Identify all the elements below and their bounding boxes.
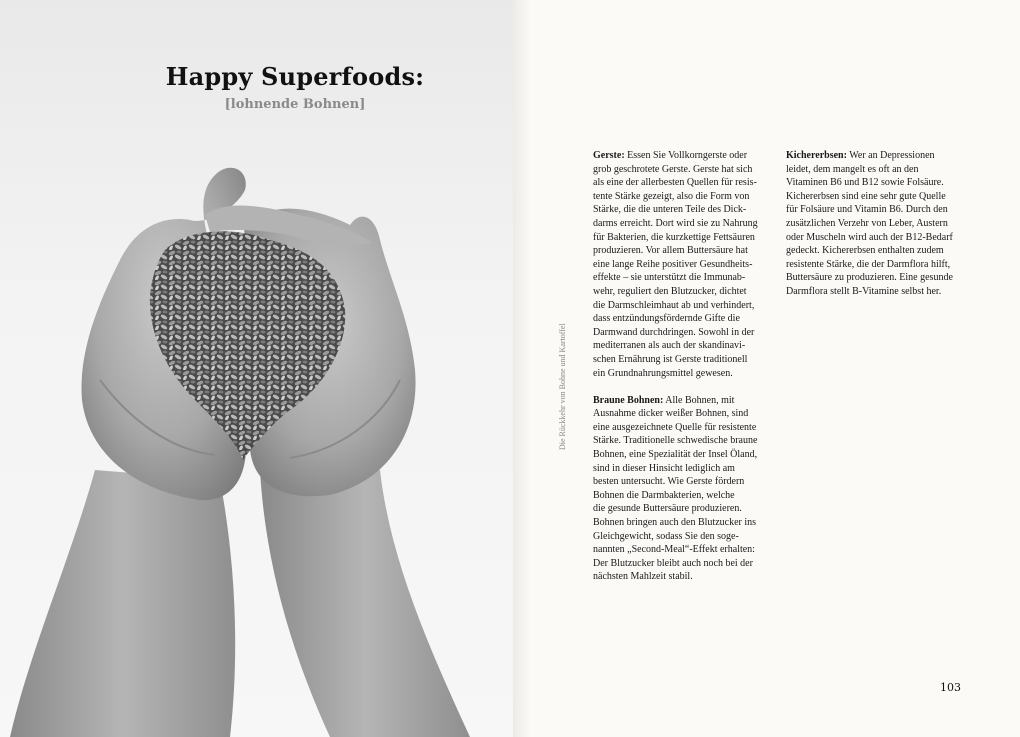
text-line: sind in dieser Hinsicht lediglich am (593, 462, 735, 474)
text-line: als eine der allerbesten Quellen für resis- (593, 177, 757, 189)
text-line: Bohnen die Darmbakterien, welche (593, 489, 735, 501)
text-line: produzieren. Vor allem Buttersäure hat (593, 245, 748, 257)
paragraph-kichererbsen (786, 149, 964, 299)
text-line: resistente Stärke, die der Darmflora hilft, (786, 258, 951, 270)
text-line (593, 149, 771, 163)
text-line (786, 149, 964, 163)
text-line: leidet, dem mangelt es oft an den (786, 163, 919, 175)
text-line: Buttersäure zu produzieren. Eine gesunde (786, 272, 953, 284)
text-line: Stärke, die die unteren Teile des Dick- (593, 204, 747, 216)
text-line: zusätzlichen Verzehr von Leber, Austern (786, 217, 948, 229)
text-line: eine lange Reihe positiver Gesundheits- (593, 258, 753, 270)
text-line: nannten „Second-Meal“-Effekt erhalten: (593, 544, 755, 556)
text-line: nächsten Mahlzeit stabil. (593, 571, 693, 583)
text-line: Wer an Depressionen (849, 150, 935, 161)
text-line: Der Blutzucker bleibt auch noch bei der (593, 557, 753, 569)
text-line: die gesunde Buttersäure produzieren. (593, 503, 742, 515)
paragraph-braune-bohnen (593, 394, 771, 584)
paragraph-heading: Braune Bohnen: (593, 394, 664, 406)
text-line: Darmflora stellt B-Vitamine selbst her. (786, 285, 942, 297)
text-line (593, 394, 771, 408)
photo-caption: Die Rückkehr von Bohne und Kartoffel (558, 323, 567, 450)
text-line: für Bakterien, die kurzkettige Fettsäuren (593, 231, 755, 243)
text-line: Darmwand durchdringen. Sowohl in der (593, 326, 755, 338)
text-column-left (593, 149, 771, 598)
text-line: grob geschrotete Gerste. Gerste hat sich (593, 163, 753, 175)
text-line: für Folsäure und Vitamin B6. Durch den (786, 204, 948, 216)
text-line: Vitaminen B6 und B12 sowie Folsäure. (786, 177, 944, 189)
text-line: gedeckt. Kichererbsen enthalten zudem (786, 245, 944, 257)
page-title: Happy Superfoods: (165, 62, 425, 91)
text-line: eine ausgezeichnete Quelle für resistente (593, 421, 757, 433)
text-line: tente Stärke gezeigt, also die Form von (593, 190, 750, 202)
paragraph-gerste (593, 149, 771, 380)
text-line: mediterranen als auch der skandinavi- (593, 340, 746, 352)
text-column-right (786, 149, 964, 312)
text-line: Gleichgewicht, sodass Sie den soge- (593, 530, 739, 542)
text-line: Stärke. Traditionelle schwedische braune (593, 435, 758, 447)
text-line: effekte – sie unterstützt die Immunab- (593, 272, 746, 284)
text-line: Essen Sie Vollkorngerste oder (627, 150, 748, 161)
text-line: Bohnen, eine Spezialität der Insel Öland, (593, 449, 758, 461)
page-number: 103 (940, 681, 961, 694)
gutter-shadow (513, 0, 531, 737)
text-line: darms erreicht. Dort wird sie zu Nahrung (593, 217, 758, 229)
paragraph-heading: Gerste: (593, 150, 625, 161)
text-line: wehr, reguliert den Blutzucker, dichtet (593, 285, 747, 297)
text-line: die Darmschleimhaut ab und verhindert, (593, 299, 755, 311)
text-line: besten untersucht. Wie Gerste fördern (593, 476, 745, 488)
page-subtitle: [lohnende Bohnen] (224, 97, 366, 112)
paragraph-heading: Kichererbsen: (786, 150, 847, 161)
text-line: schen Ernährung ist Gerste traditionell (593, 353, 748, 365)
text-line: Bohnen bringen auch den Blutzucker ins (593, 517, 757, 529)
text-line: Alle Bohnen, mit (665, 394, 735, 406)
text-line: dass entzündungsfördernde Gifte die (593, 313, 740, 325)
text-line: Kichererbsen sind eine sehr gute Quelle (786, 190, 946, 202)
text-line: ein Grundnahrungsmittel gewesen. (593, 367, 733, 379)
text-line: oder Muscheln wird auch der B12-Bedarf (786, 231, 953, 243)
text-line: Ausnahme dicker weißer Bohnen, sind (593, 408, 749, 420)
